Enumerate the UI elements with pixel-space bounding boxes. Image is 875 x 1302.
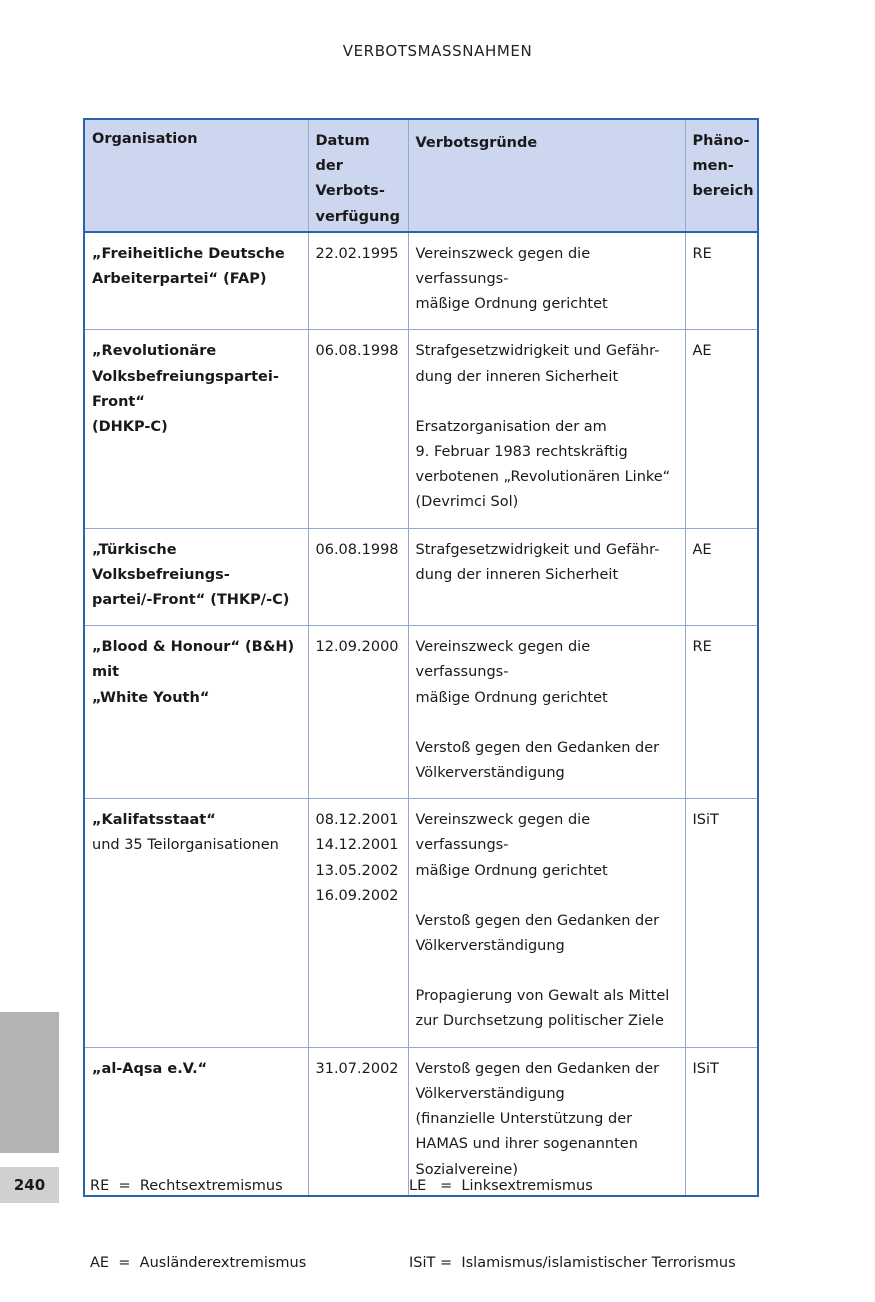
reason-line: (Devrimci Sol) bbox=[415, 494, 519, 511]
cell-datum bbox=[308, 799, 408, 1047]
reason-paragraph bbox=[416, 808, 678, 884]
organisation-note-line: und 35 Teilorganisationen bbox=[92, 837, 279, 854]
col-header-phaenomenbereich bbox=[685, 119, 758, 232]
table-body bbox=[84, 232, 758, 1196]
organisation-name-line: Arbeiterpartei“ (FAP) bbox=[92, 271, 267, 288]
legend-left bbox=[90, 1123, 306, 1302]
verbot-date: 31.07.2002 bbox=[315, 1060, 399, 1077]
reason-paragraph bbox=[416, 415, 678, 516]
reason-line: Vereinszweck gegen die verfassungs- bbox=[415, 639, 591, 681]
cell-verbotsgruende bbox=[408, 232, 685, 330]
reason-line: zur Durchsetzung politischer Ziele bbox=[415, 1013, 664, 1030]
verbot-date: 08.12.2001 bbox=[315, 812, 399, 829]
reason-line: HAMAS und ihrer sogenannten bbox=[415, 1136, 638, 1153]
reason-line: (finanzielle Unterstützung der bbox=[415, 1111, 633, 1128]
organisation-name-line: „Freiheitliche Deutsche bbox=[92, 245, 285, 262]
organisation-name-line: „Blood & Honour“ (B&H) mit bbox=[92, 639, 295, 681]
cell-organisation bbox=[84, 528, 308, 626]
table-row bbox=[84, 330, 758, 528]
ban-measures-table bbox=[83, 118, 759, 1197]
cell-phaenomenbereich: AE bbox=[685, 330, 758, 528]
reason-line: Ersatzorganisation der am bbox=[415, 418, 607, 435]
verbot-date: 12.09.2000 bbox=[315, 639, 399, 656]
reason-line: Vereinszweck gegen die verfassungs- bbox=[415, 245, 591, 288]
verbot-date: 06.08.1998 bbox=[315, 343, 399, 360]
organisation-name-line: „White Youth“ bbox=[92, 689, 210, 706]
verbot-date: 22.02.1995 bbox=[315, 245, 399, 262]
organisation-name-line: (DHKP-C) bbox=[92, 419, 168, 436]
organisation-name-line: „Revolutionäre bbox=[92, 343, 217, 360]
verbot-date: 13.05.2002 bbox=[315, 862, 399, 879]
reason-line: Vereinszweck gegen die verfassungs- bbox=[415, 812, 591, 854]
cell-datum bbox=[308, 626, 408, 799]
reason-line: Verstoß gegen den Gedanken der bbox=[415, 912, 660, 929]
reason-line: Propagierung von Gewalt als Mittel bbox=[415, 988, 670, 1005]
cell-datum bbox=[308, 528, 408, 626]
col-header-line: men- bbox=[692, 158, 734, 175]
table-row bbox=[84, 528, 758, 626]
cell-phaenomenbereich: ISiT bbox=[685, 799, 758, 1047]
reason-paragraph bbox=[416, 538, 678, 588]
reason-line: dung der inneren Sicherheit bbox=[415, 566, 619, 583]
reason-line: Strafgesetzwidrigkeit und Gefähr- bbox=[415, 343, 660, 360]
cell-verbotsgruende bbox=[408, 528, 685, 626]
reason-line: mäßige Ordnung gerichtet bbox=[415, 296, 608, 313]
cell-verbotsgruende bbox=[408, 799, 685, 1047]
table-header-row bbox=[84, 119, 758, 232]
organisation-name-line: partei/-Front“ (THKP/-C) bbox=[92, 592, 290, 609]
verbot-date: 06.08.1998 bbox=[315, 541, 399, 558]
col-header-line: Datum der bbox=[315, 133, 370, 175]
reason-paragraph bbox=[416, 242, 678, 318]
reason-line: mäßige Ordnung gerichtet bbox=[415, 862, 608, 879]
legend-entry-isit: ISiT = Islamismus/islamistischer Terrorismus bbox=[409, 1254, 736, 1271]
reason-line: mäßige Ordnung gerichtet bbox=[415, 689, 608, 706]
cell-verbotsgruende bbox=[408, 626, 685, 799]
cell-datum bbox=[308, 330, 408, 528]
reason-paragraph bbox=[416, 736, 678, 786]
legend-entry-le: LE = Linksextremismus bbox=[409, 1178, 593, 1194]
organisation-name-line: „al-Aqsa e.V.“ bbox=[92, 1060, 208, 1077]
table-row bbox=[84, 799, 758, 1047]
legend-entry-re: RE = Rechtsextremismus bbox=[90, 1178, 283, 1194]
reason-paragraph bbox=[416, 635, 678, 711]
running-title: VERBOTSMASSNAHMEN bbox=[342, 42, 533, 60]
reason-line: dung der inneren Sicherheit bbox=[415, 368, 619, 385]
reason-line: Völkerverständigung bbox=[415, 938, 565, 955]
table-row bbox=[84, 232, 758, 330]
cell-organisation bbox=[84, 626, 308, 799]
cell-phaenomenbereich: RE bbox=[685, 626, 758, 799]
reason-line: Völkerverständigung bbox=[415, 765, 565, 782]
cell-phaenomenbereich: ISiT bbox=[685, 1047, 758, 1196]
col-header-line: Verbots- bbox=[315, 183, 385, 200]
verbot-date: 16.09.2002 bbox=[315, 887, 399, 904]
cell-organisation bbox=[84, 799, 308, 1047]
reason-line: 9. Februar 1983 rechtskräftig bbox=[415, 444, 628, 461]
cell-datum bbox=[308, 232, 408, 330]
col-header-verbotsgruende: Verbotsgründe bbox=[408, 119, 685, 232]
reason-paragraph bbox=[416, 339, 678, 389]
cell-datum bbox=[308, 1047, 408, 1196]
organisation-name-line: „Kalifatsstaat“ bbox=[92, 812, 216, 829]
col-header-line: bereich bbox=[692, 183, 754, 200]
organisation-name-line: Volksbefreiungspartei-Front“ bbox=[92, 368, 279, 410]
table-row bbox=[84, 626, 758, 799]
legend-right bbox=[409, 1123, 736, 1302]
cell-phaenomenbereich: RE bbox=[685, 232, 758, 330]
reason-line: Verstoß gegen den Gedanken der bbox=[415, 739, 660, 756]
cell-organisation bbox=[84, 232, 308, 330]
reason-paragraph bbox=[416, 984, 678, 1034]
page-number: 240 bbox=[0, 1167, 59, 1203]
reason-paragraph bbox=[416, 909, 678, 959]
reason-line: Strafgesetzwidrigkeit und Gefähr- bbox=[415, 541, 660, 558]
reason-line: Verstoß gegen den Gedanken der bbox=[415, 1060, 660, 1077]
cell-organisation bbox=[84, 330, 308, 528]
legend-entry-ae: AE = Ausländerextremismus bbox=[90, 1254, 307, 1271]
reason-line: verbotenen „Revolutionären Linke“ bbox=[415, 469, 671, 486]
col-header-organisation: Organisation bbox=[84, 119, 308, 232]
chapter-thumb-tab bbox=[0, 1012, 59, 1153]
col-header-datum bbox=[308, 119, 408, 232]
cell-phaenomenbereich: AE bbox=[685, 528, 758, 626]
verbot-date: 14.12.2001 bbox=[315, 837, 399, 854]
reason-line: Sozialvereine) bbox=[415, 1161, 518, 1178]
col-header-line: Phäno- bbox=[692, 133, 750, 149]
reason-line: Völkerverständigung bbox=[415, 1085, 565, 1102]
cell-verbotsgruende bbox=[408, 330, 685, 528]
organisation-name-line: „Türkische Volksbefreiungs- bbox=[92, 541, 230, 583]
col-header-line: verfügung bbox=[315, 208, 400, 225]
